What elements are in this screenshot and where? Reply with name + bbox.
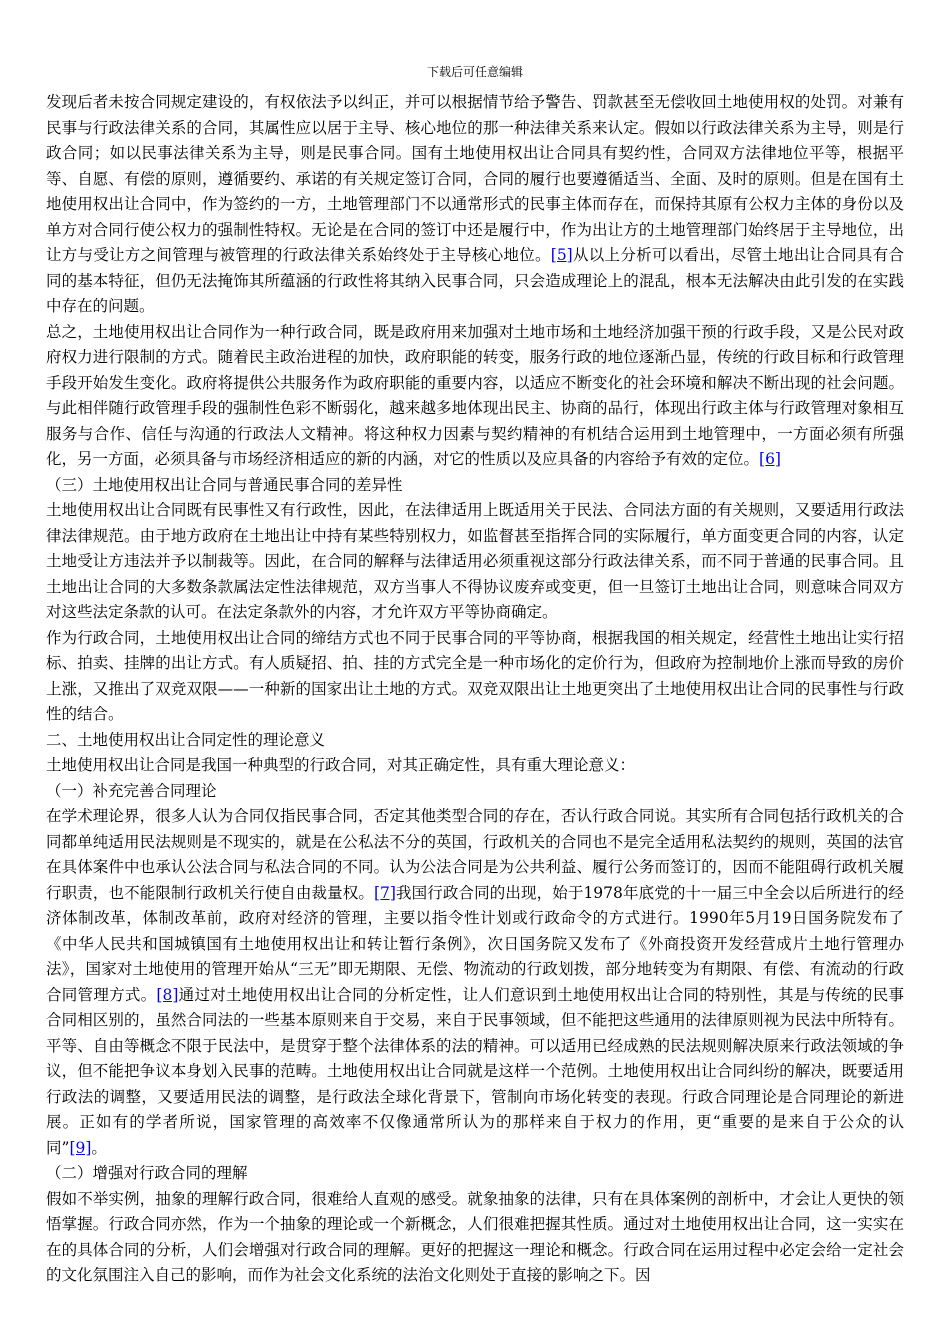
paragraph-p11: [46, 1187, 904, 1289]
paragraph-text: 通过对土地使用权出让合同的分析定性，让人们意识到土地使用权出让合同的特别性，其是与传统的民事合同相区别的，虽然合同法的一些基本原则来自于交易，来自于民事领域，但不能把这些通用的法律原则视为民法中所特有。平等、自由等概念不限于民法中，是贯穿于整个法律体系的法的精神。可以适用已经成熟的民法规则解决原来行政法领域的争议，但不能把争议本身划入民事的范畴。土地使用权出让合同就是这样一个范例。土地使用权出让合同纠纷的解决，既要适用行政法的调整，又要适用民法的调整，是行政法全球化背景下，管制向市场化转变的表现。行政合同理论是合同理论的新进展。正如有的学者所说，国家管理的高效率不仅像通常所认为的那样来自于权力的作用，更“重要的是来自于公众的认同”: [46, 985, 904, 1157]
paragraph-text: 从以上分析可以看出，尽管土地出让合同具有合同的基本特征，但仍无法掩饰其所蕴涵的行政性将其纳入民事合同，只会造成理论上的混乱，根本无法解决由此引发的在实践中存在的问题。: [46, 246, 904, 315]
paragraph-text: 土地使用权出让合同既有民事性又有行政性，因此，在法律适用上既适用关于民法、合同法方面的有关规则，又要适用行政法律法律规范。由于地方政府在土地出让中持有某些特别权力，如监督甚至指挥合同的实际履行，单方面变更合同的内容，认定土地受让方违法并予以制裁等。因此，在合同的解释与法律适用必须重视这部分行政法律关系，而不同于普通的民事合同。且土地出让合同的大多数条款属法定性法律规范，双方当事人不得协议废弃或变更，但一旦签订土地出让合同，则意味合同双方对这些法定条款的认可。在法定条款外的内容，才允许双方平等协商确定。: [46, 501, 904, 621]
paragraph-p2: [46, 320, 904, 473]
paragraph-p10: [46, 1161, 904, 1187]
paragraph-p1: [46, 90, 904, 320]
citation-link[interactable]: [9]: [69, 1138, 92, 1157]
paragraph-text: 在学术理论界，很多人认为合同仅指民事合同，否定其他类型合同的存在，否认行政合同说。其实所有合同包括行政机关的合同都单纯适用民法规则是不现实的，就是在公私法不分的英国，行政机关的合同也不是完全适用私法契约的规则，英国的法官在具体案件中也承认公法合同与私法合同的不同。认为公法合同是为公共利益、履行公务而签订的，因而不能阻碍行政机关履行职责，也不能限制行政机关行使自由裁量权。: [46, 807, 904, 902]
citation-link[interactable]: [8]: [156, 985, 179, 1004]
paragraph-p7: [46, 753, 904, 779]
document-body: [46, 90, 904, 1289]
paragraph-p8: [46, 779, 904, 805]
citation-link[interactable]: [6]: [759, 450, 781, 468]
paragraph-text: 我国行政合同的出现，始于1978年底党的十一届三中全会以后所进行的经济体制改革，体制改革前，政府对经济的管理，主要以指令性计划或行政命令的方式进行。1990年5月19日国务院发布了《中华人民共和国城镇国有土地使用权出让和转让暂行条例》，次日国务院又发布了《外商投资开发经营成片土地行管理办法》，国家对土地使用的管理开始从“三无”即无期限、无偿、物流动的行政划拨，部分地转变为有期限、有偿、有流动的行政合同管理方式。: [46, 883, 904, 1004]
paragraph-text: 。: [91, 1138, 107, 1157]
paragraph-p6: [46, 728, 904, 754]
page-header: 下载后可任意编辑: [426, 65, 523, 79]
paragraph-text: 作为行政合同，土地使用权出让合同的缔结方式也不同于民事合同的平等协商，根据我国的相关规定，经营性土地出让实行招标、拍卖、挂牌的出让方式。有人质疑招、拍、挂的方式完全是一种市场化的定价行为，但政府为控制地价上涨而导致的房价上涨，又推出了双竞双限——一种新的国家出让土地的方式。双竞双限出让土地更突出了土地使用权出让合同的民事性与行政性的结合。: [46, 628, 904, 723]
paragraph-p5: [46, 626, 904, 728]
paragraph-text: （三）土地使用权出让合同与普通民事合同的差异性: [46, 475, 403, 494]
citation-link[interactable]: [7]: [373, 883, 396, 902]
paragraph-p9: [46, 804, 904, 1161]
paragraph-text: （一）补充完善合同理论: [46, 781, 217, 800]
paragraph-text: 总之，土地使用权出让合同作为一种行政合同，既是政府用来加强对土地市场和土地经济加强干预的行政手段，又是公民对政府权力进行限制的方式。随着民主政治进程的加快，政府职能的转变，服务行政的地位逐渐凸显，传统的行政目标和行政管理手段开始发生变化。政府将提供公共服务作为政府职能的重要内容，以适应不断变化的社会环境和解决不断出现的社会问题。与此相伴随行政管理手段的强制性色彩不断弱化，越来越多地体现出民主、协商的品行，体现出行政主体与行政管理对象相互服务与合作、信任与沟通的行政法人文精神。将这种权力因素与契约精神的有机结合运用到土地管理中，一方面必须有所强化，另一方面，必须具备与市场经济相适应的新的内涵，对它的性质以及应具备的内容给予有效的定位。: [46, 322, 904, 468]
paragraph-text: 假如不举实例，抽象的理解行政合同，很难给人直观的感受。就象抽象的法律，只有在具体案例的剖析中，才会让人更快的领悟掌握。行政合同亦然，作为一个抽象的理论或一个新概念，人们很难把握其性质。通过对土地使用权出让合同，这一实实在在的具体合同的分析，人们会增强对行政合同的理解。更好的把握这一理论和概念。行政合同在运用过程中必定会给一定社会的文化氛围注入自己的影响，而作为社会文化系统的法治文化则处于直接的影响之下。因: [46, 1189, 904, 1284]
paragraph-p4: [46, 498, 904, 626]
citation-link[interactable]: [5]: [550, 246, 573, 264]
paragraph-text: 二、土地使用权出让合同定性的理论意义: [46, 730, 326, 749]
paragraph-text: 发现后者未按合同规定建设的，有权依法予以纠正，并可以根据情节给予警告、罚款甚至无偿收回土地使用权的处罚。对兼有民事与行政法律关系的合同，其属性应以居于主导、核心地位的那一种法律关系来认定。假如以行政法律关系为主导，则是行政合同；如以民事法律关系为主导，则是民事合同。国有土地使用权出让合同具有契约性，合同双方法律地位平等，根据平等、自愿、有偿的原则，遵循要约、承诺的有关规定签订合同，合同的履行也要遵循适当、全面、及时的原则。但是在国有土地使用权出让合同中，作为签约的一方，土地管理部门不以通常形式的民事主体而存在，而保持其原有公权力主体的身份以及单方对合同行使公权力的强制性特权。无论是在合同的签订中还是履行中，作为出让方的土地管理部门始终居于主导地位，出让方与受让方之间管理与被管理的行政法律关系始终处于主导核心地位。: [46, 93, 904, 264]
paragraph-text: 土地使用权出让合同是我国一种典型的行政合同，对其正确定性，具有重大理论意义：: [46, 756, 636, 774]
paragraph-p3: [46, 473, 904, 499]
paragraph-text: （二）增强对行政合同的理解: [46, 1164, 248, 1182]
